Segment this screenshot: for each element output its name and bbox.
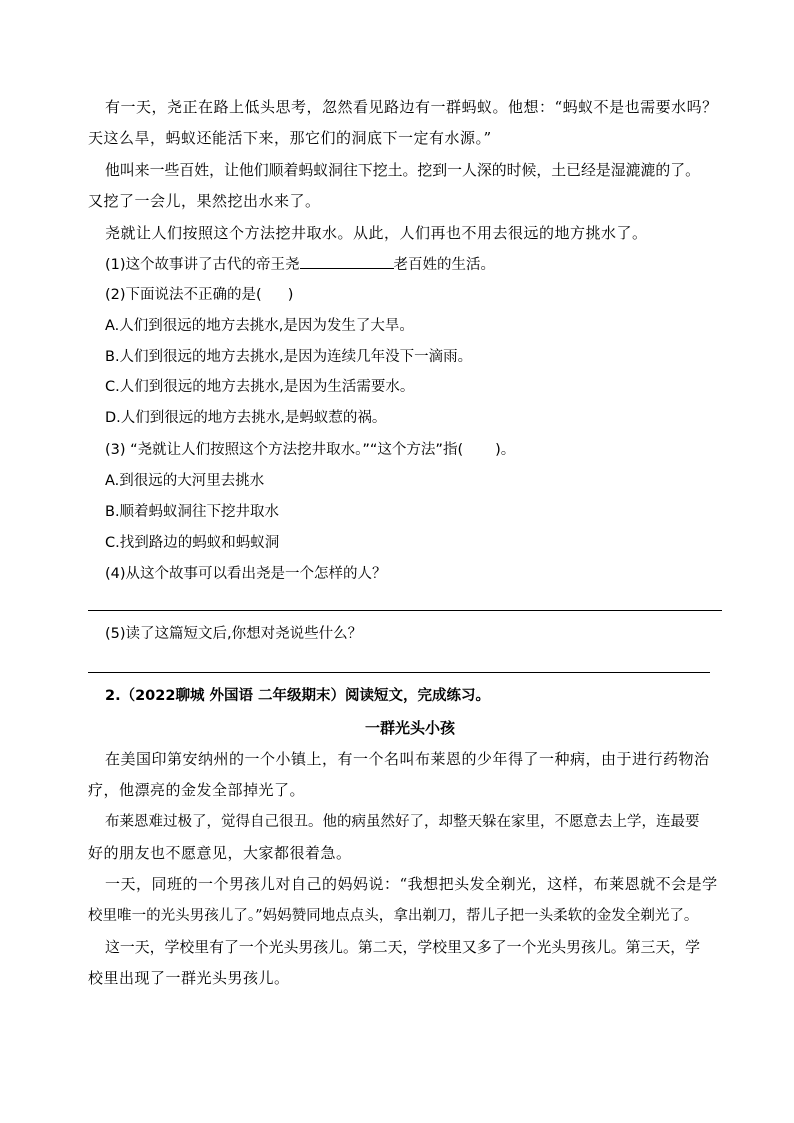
story2-paragraph-2-line-1: 布莱恩难过极了，觉得自己很丑。他的病虽然好了，却整天躲在家里，不愿意去上学，连最要 [105, 814, 700, 830]
story2-title: 一群光头小孩 [365, 719, 456, 737]
question-3-option-c: C.找到路边的蚂蚁和蚂蚁洞 [105, 535, 280, 551]
question-3-suffix: )。 [495, 442, 516, 458]
story2-paragraph-4-line-2: 校里出现了一群光头男孩儿。 [88, 969, 290, 987]
story2-paragraph-1-line-2: 疗，他漂亮的金发全部掉光了。 [88, 781, 306, 799]
question-2-prefix: (2)下面说法不正确的是( [105, 287, 262, 303]
story1-paragraph-1-line-1: 有一天，尧正在路上低头思考，忽然看见路边有一群蚂蚁。他想：“蚂蚁不是也需要水吗？ [105, 98, 718, 116]
question-1-suffix: 老百姓的生活。 [393, 257, 496, 273]
question-2-option-d: D.人们到很远的地方去挑水,是蚂蚁惹的祸。 [105, 410, 387, 426]
story1-paragraph-3-line-1: 尧就让人们按照这个方法挖井取水。从此，人们再也不用去很远的地方挑水了。 [105, 224, 648, 242]
story2-paragraph-3-line-1: 一天，同班的一个男孩儿对自己的妈妈说：“我想把头发全剃光，这样，布莱恩就不会是学 [105, 875, 718, 893]
question-2-option-b: B.人们到很远的地方去挑水,是因为连续几年没下一滴雨。 [105, 349, 473, 365]
question-2-option-a: A.人们到很远的地方去挑水,是因为发生了大旱。 [105, 318, 414, 334]
story2-paragraph-1-line-1: 在美国印第安纳州的一个小镇上，有一个名叫布莱恩的少年得了一种病，由于进行药物治 [105, 750, 710, 768]
story2-paragraph-3-line-2: 校里唯一的光头男孩儿了。”妈妈赞同地点点头，拿出剃刀，帮儿子把一头柔软的金发全剃光了。 [88, 908, 699, 924]
question-1-prefix: (1)这个故事讲了古代的帝王尧 [105, 257, 300, 273]
question-5: (5)读了这篇短文后,你想对尧说些什么？ [105, 626, 363, 642]
question-1-answer-blank[interactable] [300, 254, 394, 269]
question-2-option-c: C.人们到很远的地方去挑水,是因为生活需要水。 [105, 379, 415, 395]
question-2-suffix: ) [287, 287, 294, 303]
story1-paragraph-1-line-2: 天这么旱，蚂蚁还能活下来，那它们的洞底下一定有水源。” [88, 129, 492, 147]
question-3 [105, 440, 515, 460]
question-3-prefix: (3) “尧就让人们按照这个方法挖井取水。”“这个方法”指( [105, 442, 464, 458]
story2-paragraph-2-line-2: 好的朋友也不愿意见，大家都很着急。 [88, 844, 352, 862]
question-4-answer-line[interactable] [88, 610, 722, 611]
story1-paragraph-2-line-1: 他叫来一些百姓，让他们顺着蚂蚁洞往下挖土。挖到一人深的时候，土已经是湿漉漉的了。 [105, 161, 700, 179]
question-3-option-a: A.到很远的大河里去挑水 [105, 473, 265, 489]
question-4: (4)从这个故事可以看出尧是一个怎样的人？ [105, 566, 387, 582]
question-5-answer-line[interactable] [88, 672, 710, 673]
question-3-option-b: B.顺着蚂蚁洞往下挖井取水 [105, 504, 280, 520]
section-2-heading: 2.（2022聊城 外国语 二年级期末）阅读短文，完成练习。 [105, 688, 491, 704]
question-1 [105, 254, 495, 275]
story1-paragraph-2-line-2: 又挖了一会儿，果然挖出水来了。 [88, 192, 321, 210]
question-2 [105, 285, 293, 305]
story2-paragraph-4-line-1: 这一天，学校里有了一个光头男孩儿。第二天，学校里又多了一个光头男孩儿。第三天，学 [105, 938, 700, 956]
